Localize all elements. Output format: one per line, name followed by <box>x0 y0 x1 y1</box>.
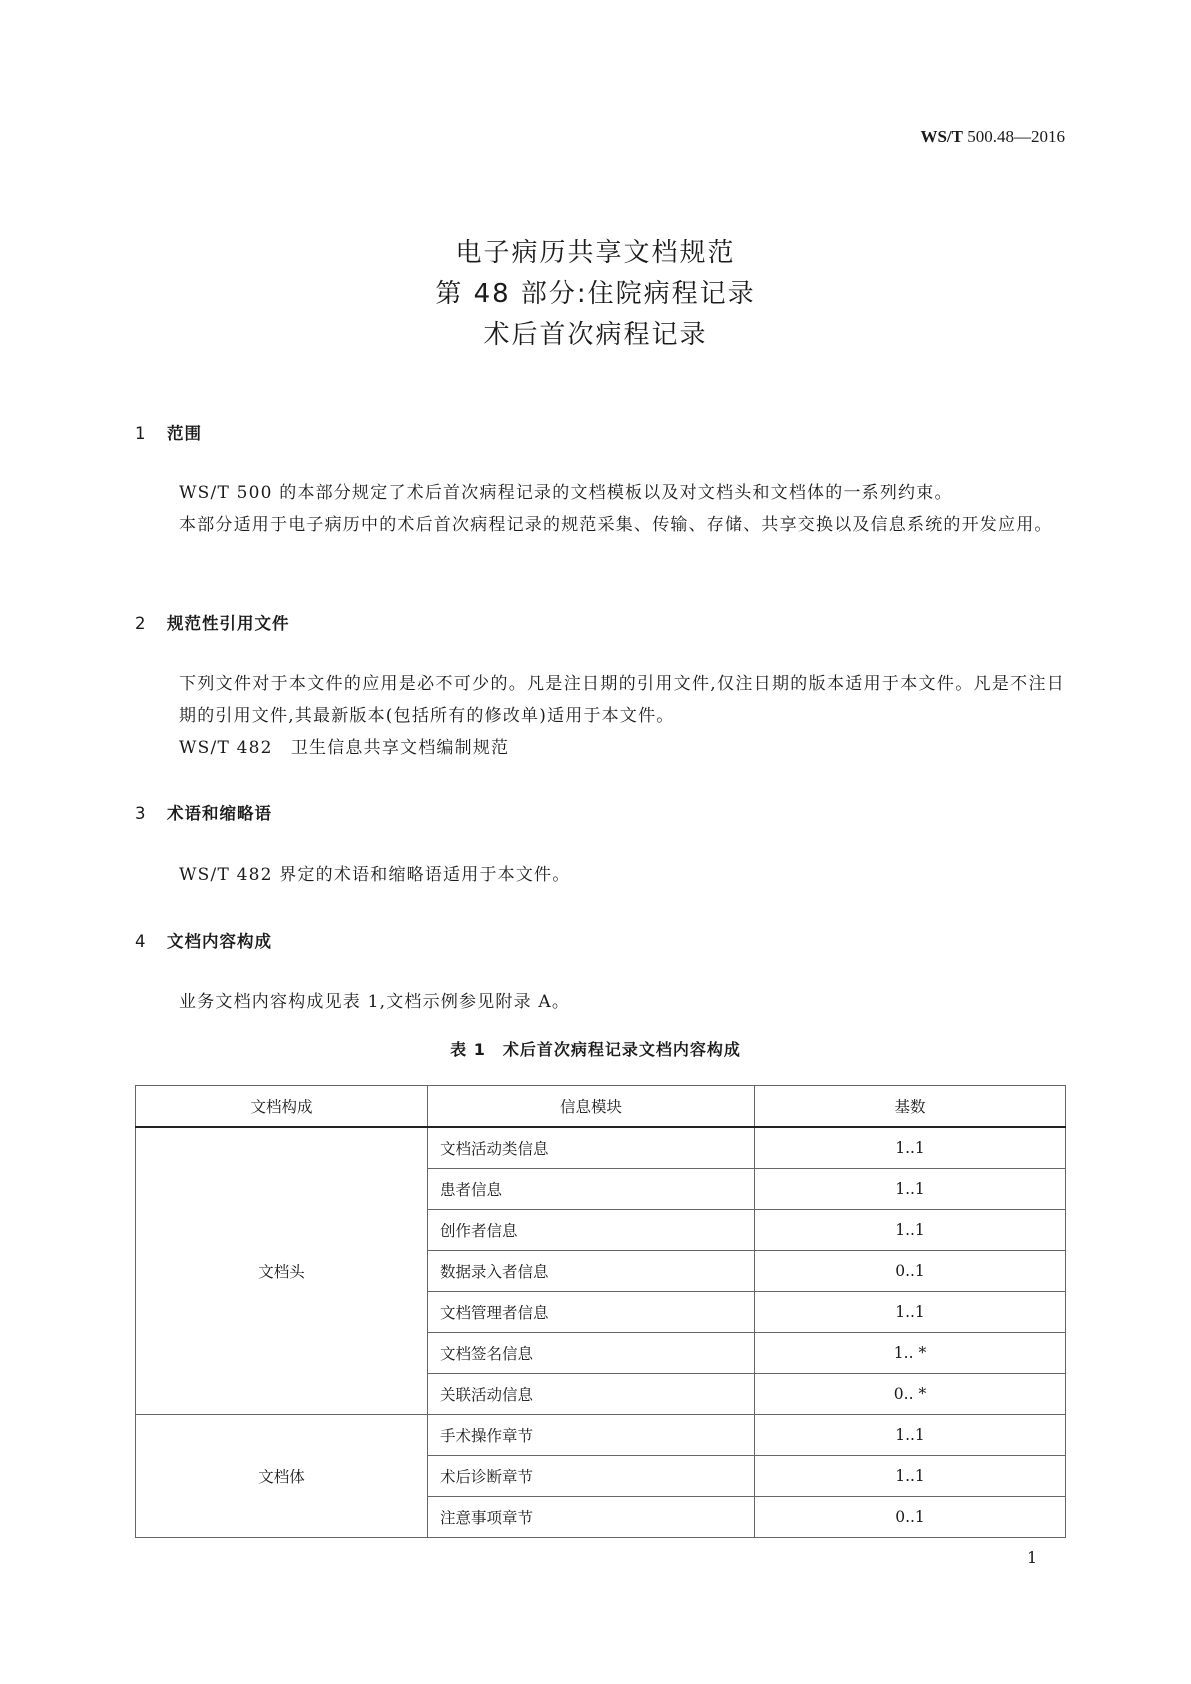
doc-title-line3: 术后首次病程记录 <box>483 320 708 350</box>
group-cell: 文档头 <box>136 1127 428 1415</box>
module-cell: 注意事项章节 <box>428 1497 755 1538</box>
table-caption: 表 1 术后首次病程记录文档内容构成 <box>450 1040 741 1059</box>
cardinality-cell: 1..1 <box>755 1169 1066 1210</box>
cardinality-cell: 1..1 <box>755 1292 1066 1333</box>
para-text: WS/T 500 的本部分规定了术后首次病程记录的文档模板以及对文档头和文档体的一系列约束。 <box>179 483 953 503</box>
module-cell: 数据录入者信息 <box>428 1251 755 1292</box>
module-cell: 创作者信息 <box>428 1210 755 1251</box>
group-cell: 文档体 <box>136 1415 428 1538</box>
section-heading <box>135 800 272 824</box>
para-text: 业务文档内容构成见表 1,文档示例参见附录 A。 <box>179 992 571 1012</box>
reference-item: WS/T 482 卫生信息共享文档编制规范 <box>179 738 510 758</box>
module-cell: 关联活动信息 <box>428 1374 755 1415</box>
table-row <box>136 1415 1066 1456</box>
module-cell: 文档活动类信息 <box>428 1127 755 1169</box>
cardinality-cell: 0..1 <box>755 1251 1066 1292</box>
section-title: 范围 <box>167 424 202 443</box>
cardinality-cell: 1..1 <box>755 1456 1066 1497</box>
paragraph <box>135 986 1065 1018</box>
std-prefix: WS/T <box>920 127 963 146</box>
std-number: 500.48—2016 <box>967 127 1065 146</box>
section-num: 4 <box>135 932 147 951</box>
section-heading <box>135 928 272 952</box>
section-title: 术语和缩略语 <box>167 804 272 823</box>
table-header-row <box>136 1086 1066 1128</box>
module-cell: 手术操作章节 <box>428 1415 755 1456</box>
section-num: 1 <box>135 424 147 443</box>
paragraph <box>135 668 1065 764</box>
section-title: 规范性引用文件 <box>167 614 290 633</box>
module-cell: 患者信息 <box>428 1169 755 1210</box>
section-title: 文档内容构成 <box>167 932 272 951</box>
cardinality-cell: 1..1 <box>755 1415 1066 1456</box>
paragraph <box>135 859 1065 891</box>
paragraph <box>135 477 1065 541</box>
table-row <box>136 1127 1066 1169</box>
standard-number <box>920 127 1065 147</box>
section-num: 2 <box>135 614 147 633</box>
column-header: 信息模块 <box>428 1086 755 1128</box>
module-cell: 术后诊断章节 <box>428 1456 755 1497</box>
para-text: WS/T 482 界定的术语和缩略语适用于本文件。 <box>179 865 571 885</box>
para-text: 下列文件对于本文件的应用是必不可少的。凡是注日期的引用文件,仅注日期的版本适用于本文件。凡是不注日期的引用文件,其最新版本(包括所有的修改单)适用于本文件。 <box>179 674 1065 726</box>
section-heading <box>135 420 202 444</box>
section-num: 3 <box>135 804 147 823</box>
doc-title-line1: 电子病历共享文档规范 <box>455 238 736 268</box>
cardinality-cell: 1..1 <box>755 1210 1066 1251</box>
doc-title-line2: 第 48 部分:住院病程记录 <box>435 279 756 309</box>
cardinality-cell: 1..1 <box>755 1127 1066 1169</box>
module-cell: 文档签名信息 <box>428 1333 755 1374</box>
column-header: 文档构成 <box>136 1086 428 1128</box>
cardinality-cell: 0.. * <box>755 1374 1066 1415</box>
cardinality-cell: 0..1 <box>755 1497 1066 1538</box>
column-header: 基数 <box>755 1086 1066 1128</box>
para-text: 本部分适用于电子病历中的术后首次病程记录的规范采集、传输、存储、共享交换以及信息系统的开发应用。 <box>179 515 1053 535</box>
cardinality-cell: 1.. * <box>755 1333 1066 1374</box>
page-number: 1 <box>1027 1548 1038 1567</box>
module-cell: 文档管理者信息 <box>428 1292 755 1333</box>
section-heading <box>135 610 290 634</box>
content-table <box>135 1085 1066 1538</box>
